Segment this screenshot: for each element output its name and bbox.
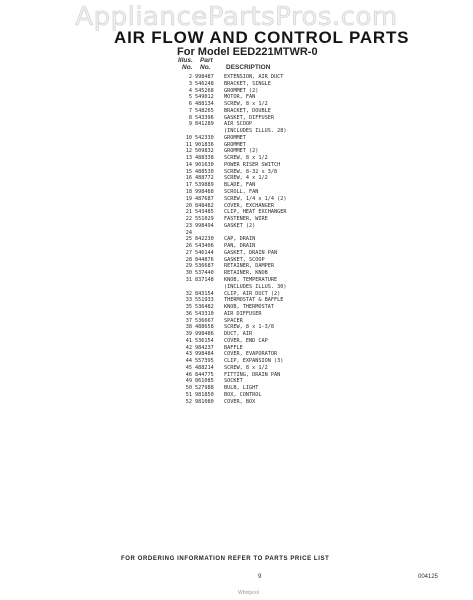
parts-row <box>176 378 386 385</box>
part-number: 984237 <box>195 344 214 351</box>
parts-row <box>176 297 386 304</box>
part-number: 844775 <box>195 371 214 378</box>
parts-row <box>176 338 386 345</box>
parts-row <box>176 324 386 331</box>
parts-row <box>176 257 386 264</box>
part-number: 545268 <box>195 87 214 94</box>
part-description: GASKET, SCOOP <box>224 256 265 263</box>
document-code: 004125 <box>418 574 439 580</box>
parts-row <box>176 108 386 115</box>
part-description: EXTENSION, AIR DUCT <box>224 74 284 80</box>
parts-row <box>176 304 386 311</box>
illus-number: 42 <box>185 344 192 351</box>
parts-row <box>176 365 386 372</box>
parts-row <box>176 399 386 406</box>
illus-number: 33 <box>185 297 192 304</box>
part-number: 536154 <box>195 337 214 344</box>
illus-number: 2 <box>188 74 192 80</box>
part-number: 487687 <box>195 195 214 202</box>
parts-row <box>176 230 386 237</box>
illus-number: 35 <box>185 304 192 311</box>
part-number: 488530 <box>195 168 214 175</box>
illus-number: 18 <box>185 189 192 196</box>
illus-number: 10 <box>185 134 192 141</box>
illus-number: 6 <box>188 101 192 108</box>
illus-number: 26 <box>185 243 192 250</box>
parts-row <box>176 263 386 270</box>
part-number: 488772 <box>195 175 214 182</box>
part-number: 548265 <box>195 107 214 114</box>
part-number <box>195 230 224 237</box>
illus-number: 41 <box>185 337 192 344</box>
part-description: MOTOR, FAN <box>224 94 256 101</box>
part-description: KNOB, TEMPERATURE <box>224 276 278 283</box>
part-description: SCREW, 8 x 1-3/8 <box>224 324 274 331</box>
part-number: 539889 <box>195 182 214 189</box>
parts-row <box>176 169 386 176</box>
illus-number: 21 <box>185 209 192 216</box>
part-number: 981850 <box>195 391 214 398</box>
part-description: AIR SCOOP <box>224 121 253 128</box>
illus-number: 20 <box>185 202 192 209</box>
header-part-top: Part <box>200 57 213 64</box>
part-description: SCROLL, FAN <box>224 189 259 196</box>
part-description <box>224 230 386 237</box>
page-title: AIR FLOW AND CONTROL PARTS <box>114 28 410 47</box>
illus-number: 30 <box>185 270 192 277</box>
parts-row <box>176 128 386 135</box>
part-description: GROMMET (2) <box>224 148 259 155</box>
part-number: 509832 <box>195 148 214 155</box>
part-description: GROMMET <box>224 134 246 141</box>
part-number: 551933 <box>195 297 214 304</box>
part-number: 543310 <box>195 310 214 317</box>
part-description: SCREW, 8-32 x 3/8 <box>224 168 278 175</box>
parts-row <box>176 236 386 243</box>
parts-row <box>176 216 386 223</box>
parts-row <box>176 142 386 149</box>
illus-number: 22 <box>185 216 192 223</box>
part-description: COVER, BOX <box>224 398 256 405</box>
part-number: 848482 <box>195 202 214 209</box>
part-description: POWER RISER SWITCH <box>224 161 281 168</box>
illus-number: 31 <box>185 276 192 283</box>
illus-number: 39 <box>185 331 192 338</box>
parts-row <box>176 311 386 318</box>
part-number: 557395 <box>195 358 214 365</box>
illus-number: 49 <box>185 378 192 385</box>
part-description: CLIP, AIR DUCT (2) <box>224 290 281 297</box>
part-description: CAP, DRAIN <box>224 236 256 243</box>
illus-number: 43 <box>185 351 192 358</box>
parts-row <box>176 372 386 379</box>
watermark: AppliancePartsPros.com <box>75 2 398 32</box>
part-number: 837148 <box>195 276 214 283</box>
illus-number: 13 <box>185 155 192 162</box>
illus-number: 17 <box>185 182 192 189</box>
header-description: DESCRIPTION <box>226 64 271 71</box>
part-number: 901836 <box>195 141 214 148</box>
parts-row <box>176 135 386 142</box>
illus-number: 51 <box>185 391 192 398</box>
parts-row <box>176 203 386 210</box>
part-number: 536687 <box>195 263 214 270</box>
parts-row <box>176 351 386 358</box>
illus-number: 3 <box>188 80 192 87</box>
parts-row <box>176 81 386 88</box>
header-illus-bottom: No. <box>182 64 193 71</box>
part-number <box>195 284 224 291</box>
part-number: 546248 <box>195 80 214 87</box>
part-description: BAFFLE <box>224 344 243 351</box>
part-description: RETAINER, DAMPER <box>224 263 274 270</box>
illus-number: 11 <box>185 141 192 148</box>
illus-number: 9 <box>188 121 192 128</box>
part-description: GROMMET <box>224 141 246 148</box>
parts-row <box>176 115 386 122</box>
part-description: AIR DIFFUSER <box>224 310 262 317</box>
parts-row <box>176 196 386 203</box>
part-number: 546144 <box>195 249 214 256</box>
part-number: 536482 <box>195 304 214 311</box>
parts-row <box>176 250 386 257</box>
part-number: 543406 <box>195 243 214 250</box>
illus-number: 38 <box>185 324 192 331</box>
illus-number: 16 <box>185 175 192 182</box>
part-number: 843154 <box>195 290 214 297</box>
part-description: SCREW, 4 x 1/2 <box>224 175 268 182</box>
illus-number: 25 <box>185 236 192 243</box>
part-number: 488214 <box>195 364 214 371</box>
parts-row <box>176 392 386 399</box>
part-number: 844876 <box>195 256 214 263</box>
illus-number: 27 <box>185 249 192 256</box>
parts-row <box>176 189 386 196</box>
part-description: SCREW, 8 x 1/2 <box>224 155 268 162</box>
part-number: 842230 <box>195 236 214 243</box>
illus-number <box>176 128 195 135</box>
illus-number <box>176 284 195 291</box>
part-description: DUCT, AIR <box>224 331 253 338</box>
parts-list <box>176 74 386 406</box>
part-description: BOX, CONTROL <box>224 391 262 398</box>
illus-number: 8 <box>188 114 192 121</box>
part-description: PAN, DRAIN <box>224 243 256 250</box>
part-description: FASTENER, WIRE <box>224 216 268 223</box>
illus-number: 36 <box>185 310 192 317</box>
illus-number: 12 <box>185 148 192 155</box>
part-number: 488338 <box>195 155 214 162</box>
parts-row <box>176 182 386 189</box>
illus-number: 32 <box>185 290 192 297</box>
part-description: BRACKET, DOUBLE <box>224 107 271 114</box>
part-description: KNOB, THERMOSTAT <box>224 304 274 311</box>
part-description: GASKET (2) <box>224 222 256 229</box>
parts-row <box>176 243 386 250</box>
part-number: 861085 <box>195 378 214 385</box>
illus-number: 46 <box>185 371 192 378</box>
illus-number: 37 <box>185 317 192 324</box>
part-number: 998494 <box>195 222 214 229</box>
part-description: GASKET, DIFFUSER <box>224 114 274 121</box>
part-number: 537440 <box>195 270 214 277</box>
parts-row <box>176 284 386 291</box>
illus-number: 14 <box>185 161 192 168</box>
illus-number: 7 <box>188 107 192 114</box>
illus-number: 44 <box>185 358 192 365</box>
part-description: SCREW, 8 x 1/2 <box>224 364 268 371</box>
part-number: 901630 <box>195 161 214 168</box>
part-description: CLIP, HEAT EXCHANGER <box>224 209 287 216</box>
part-description: (INCLUDES ILLUS. 30) <box>224 283 287 290</box>
parts-row <box>176 270 386 277</box>
parts-row <box>176 209 386 216</box>
parts-row <box>176 74 386 81</box>
part-description: THERMOSTAT & BAFFLE <box>224 297 284 304</box>
parts-row <box>176 101 386 108</box>
parts-row <box>176 358 386 365</box>
illus-number: 45 <box>185 364 192 371</box>
illus-number: 28 <box>185 256 192 263</box>
part-description: GROMMET (2) <box>224 87 259 94</box>
part-number: 549012 <box>195 94 214 101</box>
parts-row <box>176 318 386 325</box>
parts-row <box>176 88 386 95</box>
part-number: 536667 <box>195 317 214 324</box>
part-number: 551029 <box>195 216 214 223</box>
part-number: 488658 <box>195 324 214 331</box>
part-number: 981080 <box>195 398 214 405</box>
part-description: SOCKET <box>224 378 243 385</box>
part-description: CLIP, EXPANSION (3) <box>224 358 284 365</box>
parts-row <box>176 223 386 230</box>
parts-row <box>176 148 386 155</box>
part-number: 998488 <box>195 189 214 196</box>
part-number: 543396 <box>195 114 214 121</box>
part-description: GASKET, DRAIN PAN <box>224 249 278 256</box>
part-number: 998487 <box>195 74 214 80</box>
footer-mark: Whirlpool <box>238 590 259 596</box>
part-number: 543485 <box>195 209 214 216</box>
ordering-note: FOR ORDERING INFORMATION REFER TO PARTS PRICE LIST <box>121 556 330 562</box>
part-number: 488134 <box>195 101 214 108</box>
illus-number: 15 <box>185 168 192 175</box>
illus-number: 4 <box>188 87 192 94</box>
parts-row <box>176 155 386 162</box>
model-line: For Model EED221MTWR-0 <box>177 46 318 58</box>
parts-row <box>176 162 386 169</box>
page-number: 9 <box>258 574 262 580</box>
illus-number: 52 <box>185 398 192 405</box>
part-description: BULB, LIGHT <box>224 385 259 392</box>
illus-number: 19 <box>185 195 192 202</box>
illus-number: 29 <box>185 263 192 270</box>
parts-row <box>176 385 386 392</box>
part-description: SCREW, 8 x 1/2 <box>224 101 268 108</box>
illus-number: 5 <box>188 94 192 101</box>
part-number: 998486 <box>195 331 214 338</box>
parts-row <box>176 291 386 298</box>
part-description: FITTING, DRAIN PAN <box>224 371 281 378</box>
illus-number: 24 <box>185 229 192 236</box>
parts-row <box>176 121 386 128</box>
part-description: BRACKET, SINGLE <box>224 80 271 87</box>
parts-row <box>176 175 386 182</box>
header-illus-top: Illus. <box>178 57 193 64</box>
header-part-bottom: No. <box>200 64 211 71</box>
parts-row <box>176 277 386 284</box>
part-description: SPACER <box>224 317 243 324</box>
parts-row <box>176 345 386 352</box>
part-description: COVER, END CAP <box>224 337 268 344</box>
part-number: 998484 <box>195 351 214 358</box>
parts-row <box>176 331 386 338</box>
part-number: 542330 <box>195 134 214 141</box>
part-description: COVER, EXCHANGER <box>224 202 274 209</box>
illus-number: 50 <box>185 385 192 392</box>
illus-number: 23 <box>185 222 192 229</box>
parts-row <box>176 94 386 101</box>
part-description: BLADE, FAN <box>224 182 256 189</box>
part-number: 841289 <box>195 121 214 128</box>
part-number: 527988 <box>195 385 214 392</box>
part-description: RETAINER, KNOB <box>224 270 268 277</box>
part-number <box>195 128 224 135</box>
part-description: SCREW, 1/4 x 1/4 (2) <box>224 195 287 202</box>
part-description: (INCLUDES ILLUS. 28) <box>224 128 287 135</box>
part-description: COVER, EVAPORATOR <box>224 351 278 358</box>
